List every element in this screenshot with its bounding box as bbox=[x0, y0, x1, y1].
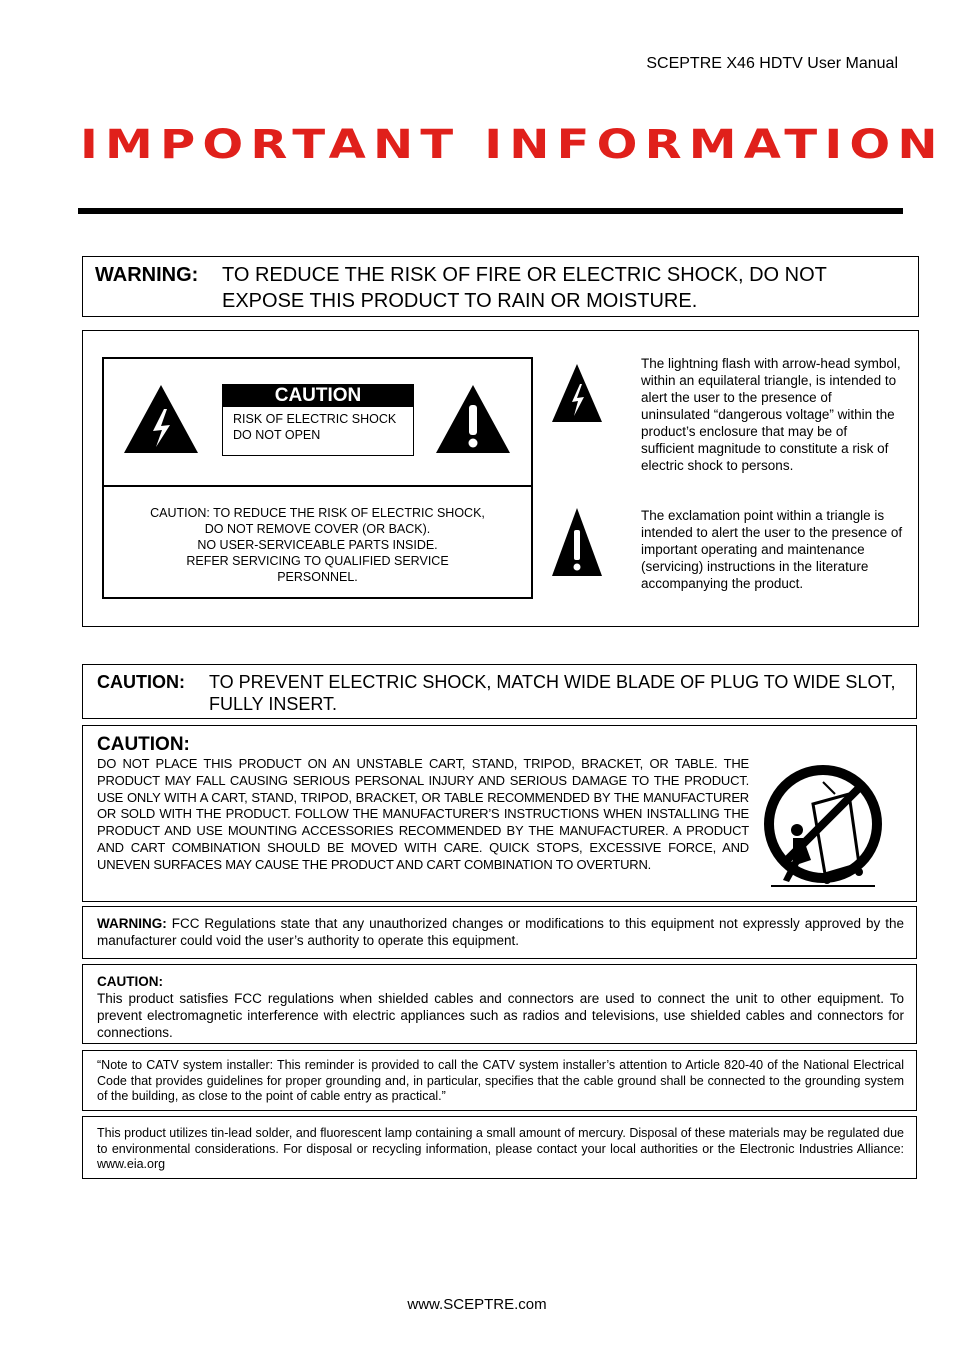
lightning-description: The lightning flash with arrow-head symbol, within an equilateral triangle, is intended to alert the user to the presence of uninsulated “dangerous voltage” within the product’s enclosure that may be of sufficient magnitude to constitute a risk of electric shock to persons. bbox=[641, 356, 901, 473]
caution-cart-label: CAUTION: bbox=[97, 734, 190, 755]
page-title: IMPORTANT INFORMATION bbox=[80, 122, 945, 168]
caution-cart-box bbox=[82, 725, 917, 902]
fcc-caution-text: This product satisfies FCC regulations when shielded cables and connectors are used to connect the unit to other equipment. To prevent electromagnetic interference with electric appliances such as radios and televisions, use shielded cables and connectors for connections. bbox=[97, 991, 904, 1040]
caution-plug-text: TO PREVENT ELECTRIC SHOCK, MATCH WIDE BLADE OF PLUG TO WIDE SLOT, FULLY INSERT. bbox=[209, 672, 896, 714]
catv-note-box bbox=[82, 1050, 917, 1111]
lightning-symbol-icon bbox=[550, 362, 604, 424]
caution-label-top bbox=[104, 359, 531, 487]
exclamation-description: The exclamation point within a triangle is intended to alert the user to the presence of important operating and maintenance (servicing) instructions in the literature accompanying the product. bbox=[641, 508, 903, 591]
fcc-caution-box bbox=[82, 964, 917, 1044]
caution-sticker bbox=[222, 384, 414, 456]
fcc-warning-label: WARNING: bbox=[97, 916, 167, 931]
fcc-warning-box bbox=[82, 906, 917, 959]
fcc-warning-text: FCC Regulations state that any unauthorized changes or modifications to this equipment not expressly approved by the manufacturer could void the user’s authority to operate this equipment. bbox=[97, 916, 904, 948]
lightning-triangle-icon bbox=[122, 383, 200, 455]
caution-label-bottom-text bbox=[104, 505, 531, 585]
caution-line: DO NOT REMOVE COVER (OR BACK). bbox=[204, 522, 431, 536]
caution-line: NO USER-SERVICEABLE PARTS INSIDE. bbox=[197, 538, 438, 552]
manual-title-header: SCEPTRE X46 HDTV User Manual bbox=[646, 55, 898, 72]
caution-plug-label: CAUTION: bbox=[97, 672, 185, 692]
caution-label-panel bbox=[102, 357, 533, 599]
warning-text: TO REDUCE THE RISK OF FIRE OR ELECTRIC SHOCK, DO NOT EXPOSE THIS PRODUCT TO RAIN OR MOISTURE. bbox=[222, 264, 827, 312]
exclamation-symbol-icon bbox=[550, 506, 604, 578]
warning-label: WARNING: bbox=[95, 264, 199, 286]
caution-sticker-line1: RISK OF ELECTRIC SHOCK bbox=[233, 412, 397, 426]
caution-sticker-line2: DO NOT OPEN bbox=[233, 428, 321, 442]
caution-plug-box bbox=[82, 664, 917, 719]
caution-line: CAUTION: TO REDUCE THE RISK OF ELECTRIC SHOCK, bbox=[150, 506, 485, 520]
caution-line: REFER SERVICING TO QUALIFIED SERVICE bbox=[186, 554, 449, 568]
caution-sticker-caption: CAUTION bbox=[223, 385, 413, 407]
cart-tipover-icon bbox=[763, 764, 883, 890]
catv-note-text: “Note to CATV system installer: This reminder is provided to call the CATV system installer’s attention to Article 820-40 of the National Electrical Code that provides guidelines for proper grounding and, in particular, specifies that the cable ground shall be connected to the grounding system of the building, as close to the point of cable entry as practical.” bbox=[97, 1058, 904, 1103]
caution-cart-text: DO NOT PLACE THIS PRODUCT ON AN UNSTABLE CART, STAND, TRIPOD, BRACKET, OR TABLE. THE PRODUCT MAY FALL CAUSING SERIOUS PERSONAL INJURY AND SERIOUS DAMAGE TO THE PRODUCT. USE ONLY WITH A CART, STAND, TRIPOD, BRACKET, OR TABLE RECOMMENDED BY THE MANUFACTURER OR SOLD WITH THE PRODUCT. FOLLOW THE MANUFACTURER’S INSTRUCTIONS WHEN INSTALLING THE PRODUCT AND USE MOUNTING ACCESSORIES RECOMMENDED BY THE MANUFACTURER. A PRODUCT AND CART COMBINATION SHOULD BE MOVED WITH CARE. QUICK STOPS, EXCESSIVE FORCE, AND UNEVEN SURFACES MAY CAUSE THE PRODUCT AND CART COMBINATION TO OVERTURN. bbox=[97, 756, 749, 872]
exclamation-triangle-icon bbox=[434, 383, 512, 455]
caution-line: PERSONNEL. bbox=[277, 570, 358, 584]
warning-rain-box bbox=[82, 256, 919, 317]
mercury-note-box bbox=[82, 1116, 917, 1179]
fcc-caution-label: CAUTION: bbox=[97, 974, 163, 989]
title-divider bbox=[78, 208, 903, 214]
footer-url: www.SCEPTRE.com bbox=[407, 1296, 547, 1313]
mercury-note-text: This product utilizes tin-lead solder, and fluorescent lamp containing a small amount of mercury. Disposal of these materials may be regulated due to environmental considerations. For disposal or recycling information, please contact your local authorities or the Electronic Industries Alliance: www.eia.org bbox=[97, 1126, 904, 1171]
